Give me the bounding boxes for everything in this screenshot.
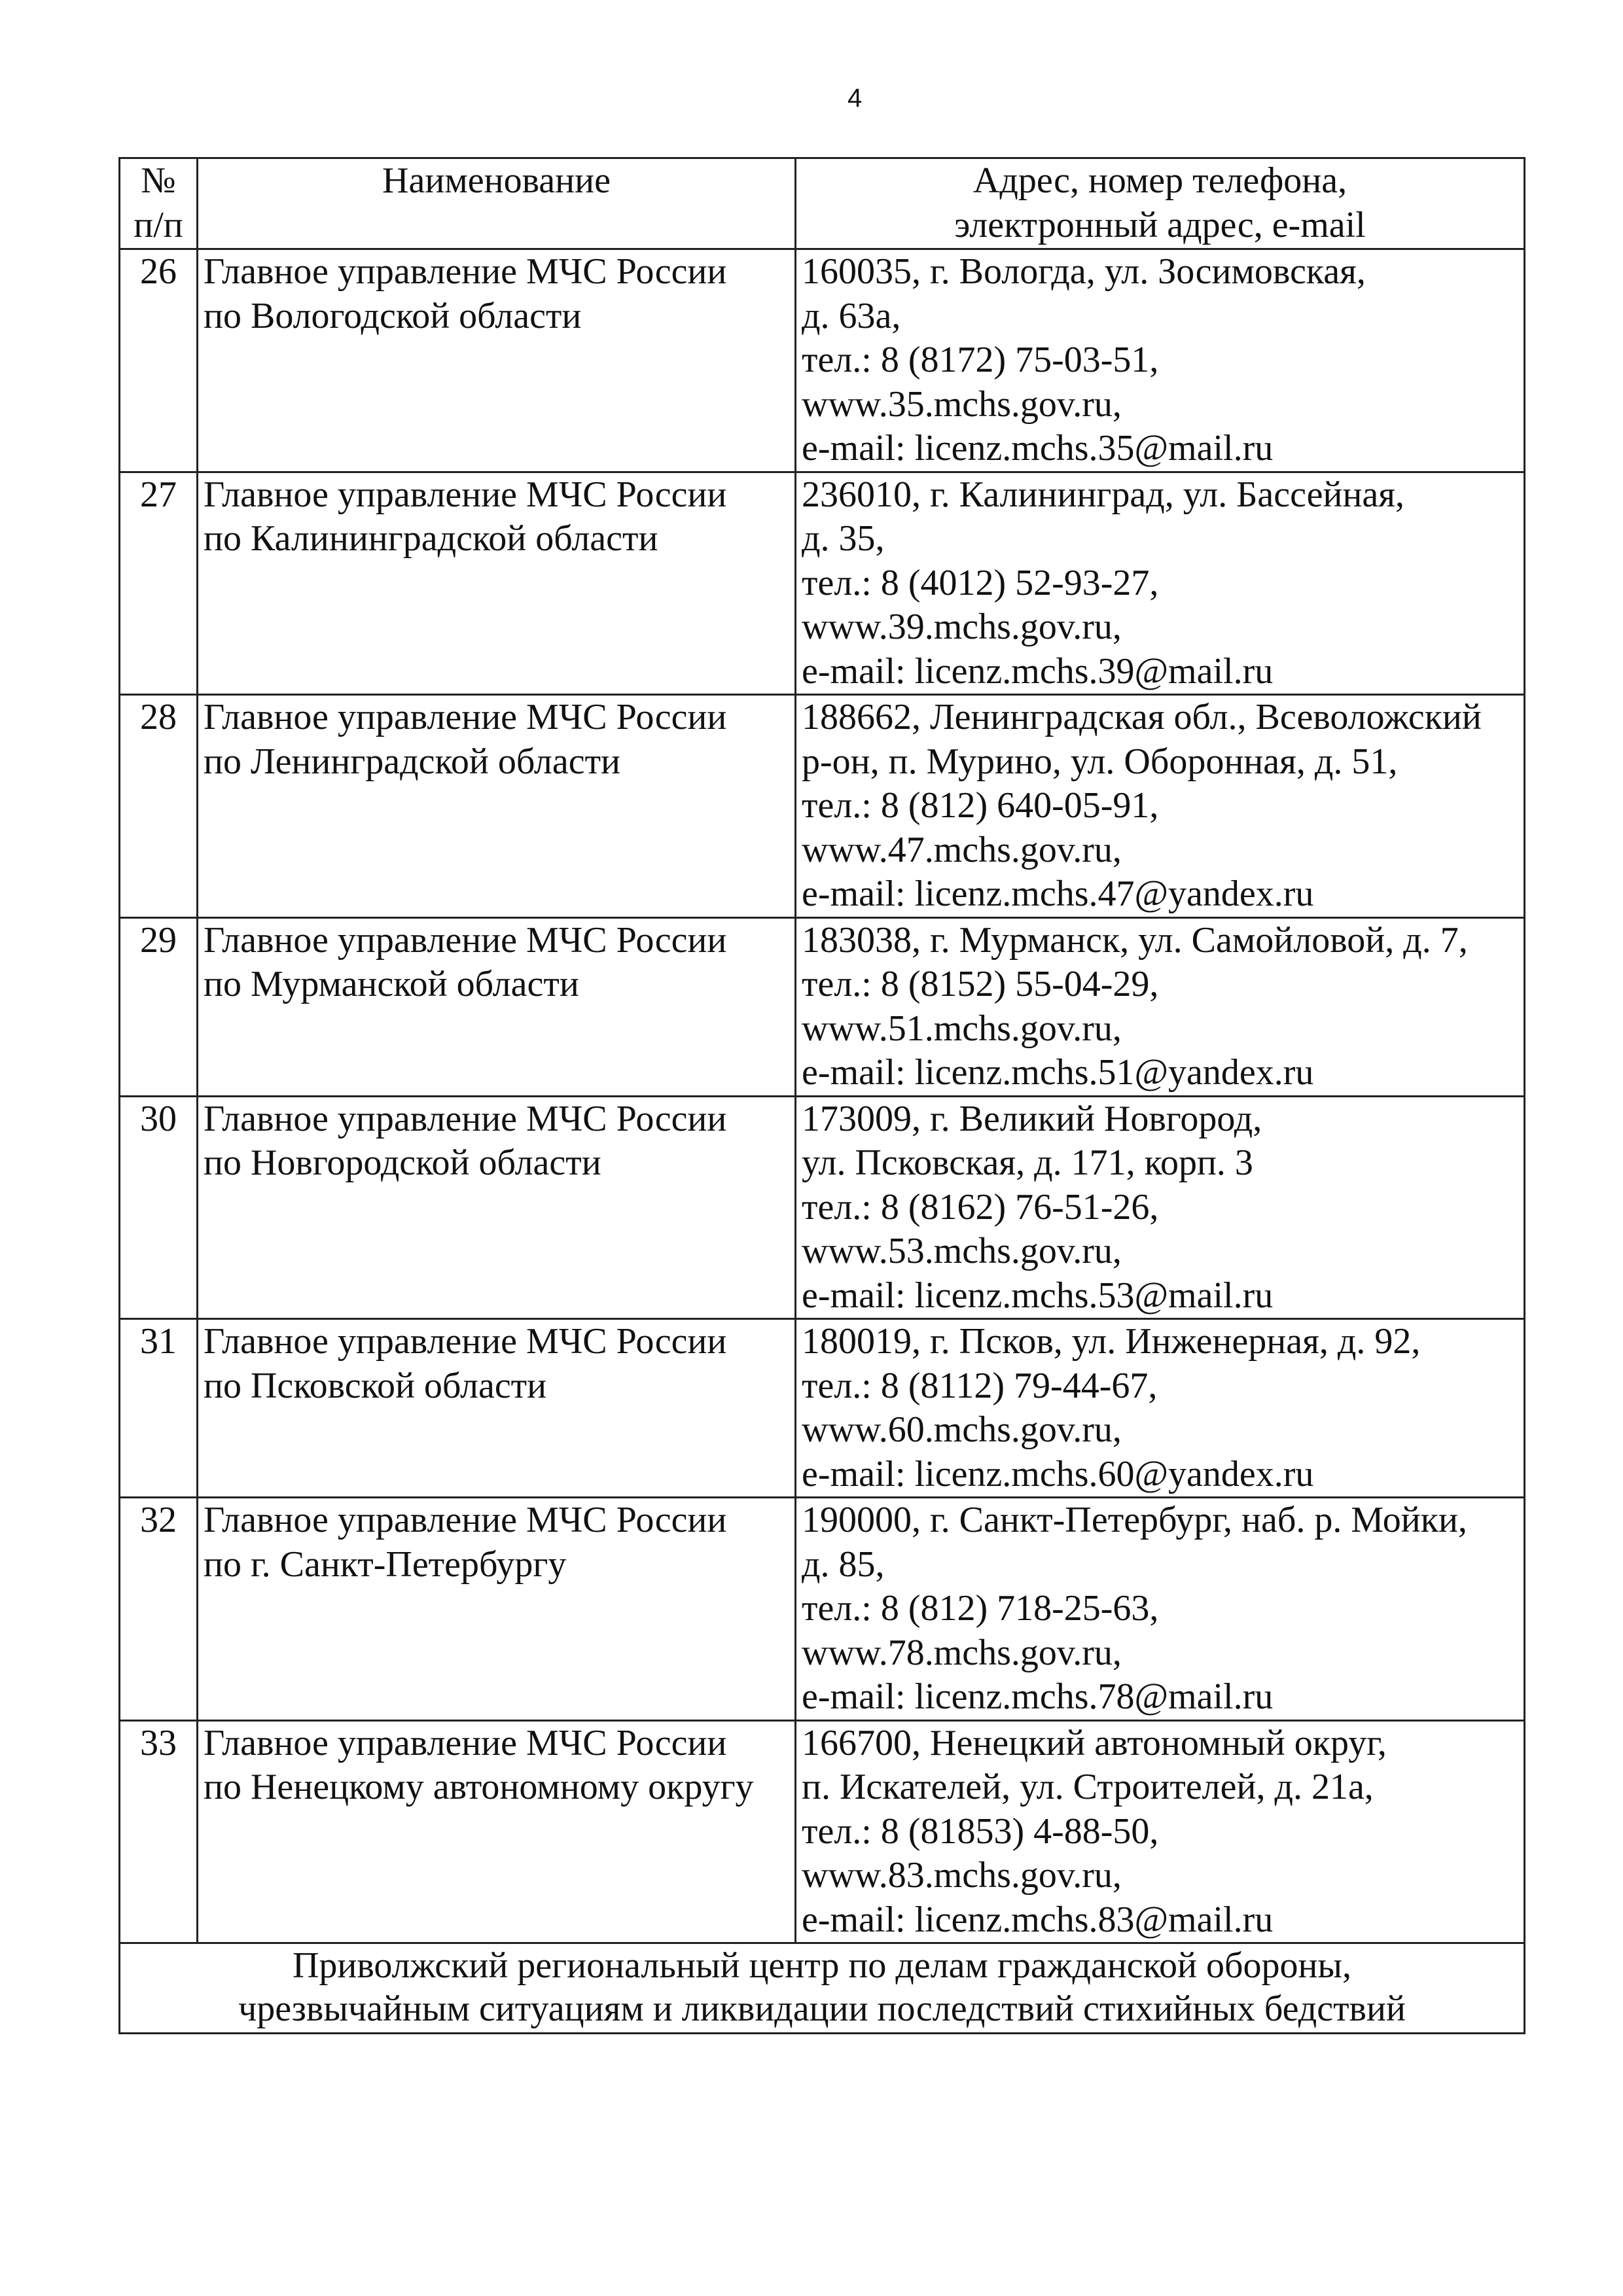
contact-line: www.60.mchs.gov.ru, [802,1409,1122,1450]
organization-name [198,1720,796,1943]
header-name [198,158,796,249]
row-number: 26 [120,249,198,472]
contact-line: www.51.mchs.gov.ru, [802,1008,1122,1049]
contact-line: тел.: 8 (4012) 52-93-27, [802,562,1159,603]
contact-line: www.53.mchs.gov.ru, [802,1231,1122,1271]
header-address-line: электронный адрес, e-mail [954,204,1366,245]
organization-contacts [796,1096,1525,1319]
contact-line: тел.: 8 (812) 640-05-91, [802,785,1159,826]
contact-line: 236010, г. Калининград, ул. Бассейная, [802,474,1405,515]
organization-name-line: Главное управление МЧС России [204,1098,727,1139]
contact-line: e-mail: licenz.mchs.83@mail.ru [802,1899,1274,1940]
organization-name [198,917,796,1096]
contact-line: ул. Псковская, д. 171, корп. 3 [802,1142,1253,1183]
organization-name-line: Главное управление МЧС России [204,474,727,515]
contact-line: 180019, г. Псков, ул. Инженерная, д. 92, [802,1321,1421,1362]
contact-line: e-mail: licenz.mchs.60@yandex.ru [802,1453,1314,1494]
contact-line: тел.: 8 (8162) 76-51-26, [802,1186,1159,1227]
organization-contacts [796,917,1525,1096]
contact-line: тел.: 8 (812) 718-25-63, [802,1588,1159,1629]
contact-line: тел.: 8 (8152) 55-04-29, [802,964,1159,1004]
row-number: 31 [120,1319,198,1498]
contact-line: e-mail: licenz.mchs.47@yandex.ru [802,874,1314,914]
organization-contacts [796,249,1525,472]
contact-line: e-mail: licenz.mchs.39@mail.ru [802,650,1274,692]
organization-name-line: Главное управление МЧС России [204,1722,727,1763]
header-num-line: № [141,160,176,201]
organization-name-line: Главное управление МЧС России [204,1500,727,1540]
table-row [120,472,1525,695]
organization-name [198,249,796,472]
page-number: 4 [847,84,863,113]
organization-name [198,1319,796,1498]
organization-name-line: по Новгородской области [204,1142,601,1183]
table-header-row [120,158,1525,249]
organization-name-line: Главное управление МЧС России [204,1321,727,1362]
header-name-line: Наименование [382,160,611,201]
organization-name [198,472,796,695]
organization-name [198,1096,796,1319]
contact-line: e-mail: licenz.mchs.53@mail.ru [802,1275,1274,1316]
contact-line: д. 85, [802,1544,885,1585]
organization-name-line: Главное управление МЧС России [204,251,727,292]
row-number: 28 [120,695,198,918]
contact-line: 160035, г. Вологда, ул. Зосимовская, [802,251,1366,292]
section-heading-row [120,1943,1525,2034]
contact-line: тел.: 8 (81853) 4-88-50, [802,1810,1159,1852]
table-row [120,1096,1525,1319]
contact-line: р-он, п. Мурино, ул. Оборонная, д. 51, [802,741,1398,782]
header-num-line: п/п [134,204,183,245]
row-number: 33 [120,1720,198,1943]
row-number: 30 [120,1096,198,1319]
contact-line: www.78.mchs.gov.ru, [802,1632,1122,1673]
contact-line: www.47.mchs.gov.ru, [802,829,1122,870]
organization-name-line: по Вологодской области [204,295,582,336]
organization-name-line: по Псковской области [204,1365,547,1406]
organization-name-line: по Калининградской области [204,518,658,559]
contact-line: www.83.mchs.gov.ru, [802,1855,1122,1896]
contact-line: 188662, Ленинградская обл., Всеволожский [802,697,1482,737]
organization-contacts [796,1319,1525,1498]
table-row [120,917,1525,1096]
row-number: 32 [120,1498,198,1721]
contact-line: e-mail: licenz.mchs.78@mail.ru [802,1676,1274,1717]
contact-line: e-mail: licenz.mchs.35@mail.ru [802,428,1274,468]
organization-name-line: по Ненецкому автономному округу [204,1767,754,1807]
contact-line: д. 35, [802,518,885,559]
header-address [796,158,1525,249]
contact-line: тел.: 8 (8172) 75-03-51, [802,340,1159,380]
organization-contacts [796,472,1525,695]
table-row [120,1498,1525,1721]
organization-contacts [796,695,1525,918]
organizations-table [118,157,1525,2034]
organization-name-line: по Мурманской области [204,964,579,1004]
table-row [120,1319,1525,1498]
organization-name [198,1498,796,1721]
organization-contacts [796,1498,1525,1721]
contact-line: 173009, г. Великий Новгород, [802,1098,1262,1139]
organization-name-line: Главное управление МЧС России [204,919,727,961]
header-address-line: Адрес, номер телефона, [972,160,1347,201]
table-row [120,1720,1525,1943]
organization-name [198,695,796,918]
table-row [120,695,1525,918]
heading-line: Приволжский региональный центр по делам гражданской обороны, [292,1945,1352,1986]
contact-line: тел.: 8 (8112) 79-44-67, [802,1365,1158,1406]
contact-line: 190000, г. Санкт-Петербург, наб. р. Мойки, [802,1500,1467,1540]
contact-line: 166700, Ненецкий автономный округ, [802,1722,1387,1763]
table-row [120,249,1525,472]
header-num [120,158,198,249]
organization-contacts [796,1720,1525,1943]
regional-center-heading [120,1943,1525,2034]
row-number: 27 [120,472,198,695]
contact-line: 183038, г. Мурманск, ул. Самойловой, д. 7, [802,919,1468,961]
contact-line: п. Искателей, ул. Строителей, д. 21а, [802,1767,1374,1807]
heading-line: чрезвычайным ситуациям и ликвидации последствий стихийных бедствий [238,1988,1406,2029]
contact-line: д. 63а, [802,295,901,336]
contact-line: www.35.mchs.gov.ru, [802,383,1122,425]
organization-name-line: по Ленинградской области [204,741,621,782]
organization-name-line: Главное управление МЧС России [204,697,727,737]
row-number: 29 [120,917,198,1096]
contact-line: e-mail: licenz.mchs.51@yandex.ru [802,1052,1314,1093]
organization-name-line: по г. Санкт-Петербургу [204,1544,567,1585]
contact-line: www.39.mchs.gov.ru, [802,607,1122,647]
